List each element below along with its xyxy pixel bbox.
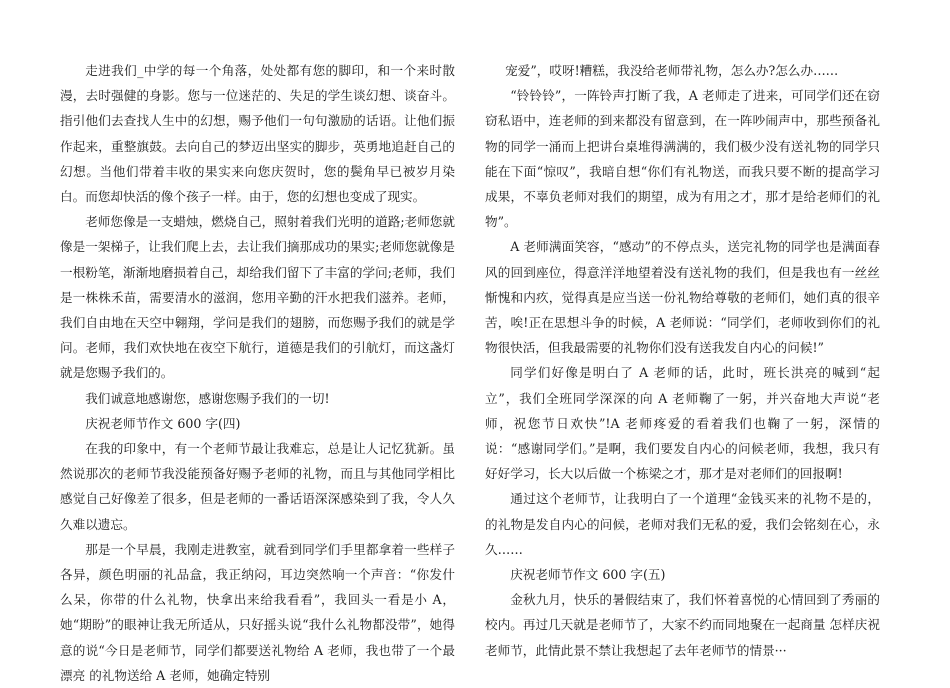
paragraph: 走进我们_中学的每一个角落，处处都有您的脚印，和一个来时散漫，去时强健的身影。您与一位迷茫的、失足的学生谈幻想、谈奋斗。指引他们去查找人生中的幻想，赐予他们一句句激励的话语。让他们振作起来，重整旗鼓。去向自己的梦迈出坚实的脚步，英勇地追赶自己的幻想。当他们带着丰收的果实来向您庆贺时，您的鬓角早已被岁月染白。而您却快活的像个孩子一样。由于，您的幻想也变成了现实。 (60, 63, 455, 205)
paragraph: 老师您像是一支蜡烛，燃烧自己，照射着我们光明的道路;老师您就像是一架梯子，让我们爬上去，去让我们摘那成功的果实;老师您就像是一根粉笔，渐渐地磨损着自己，却给我们留下了丰富的学问;老师，我们是一株株禾苗，需要清水的滋润，您用辛勤的汗水把我们滋养。老师，我们自由地在天空中翱翔，学问是我们的翅膀，而您赐予我们的就是学问。老师，我们欢快地在夜空下航行，道德是我们的引航灯，而这盏灯就是您赐予我们的。 (60, 214, 455, 381)
paragraph: 宠爱”，哎呀!糟糕，我没给老师带礼物，怎么办?怎么办…… (505, 63, 839, 78)
paragraph: A 老师满面笑容，“感动”的不停点头，送完礼物的同学也是满面春风的回到座位，得意洋洋地望着没有送礼物的我们，但是我也有一丝丝惭愧和内疚，觉得真是应当送一份礼物给尊敬的老师们，她们真的很辛苦，唉!正在思想斗争的时候，A 老师说：“同学们，老师收到你们的礼物很快活，但我最需要的礼物你们没有送我发自内心的问候!” (485, 239, 880, 356)
left-column (60, 58, 455, 688)
paragraph: 通过这个老师节，让我明白了一个道理“金钱买来的礼物不是的，的礼物是发自内心的问候，老师对我们无私的爱，我们会铭刻在心，永久…… (485, 491, 880, 557)
paragraph: “铃铃铃”，一阵铃声打断了我，A 老师走了进来，可同学们还在窃窃私语中，连老师的到来都没有留意到，在一阵吵闹声中，那些预备礼物的同学一涌而上把讲台桌堆得满满的，我们极少没有送礼物的同学只能在下面“惊叹”，我暗自想“你们有礼物送，而我只要不断的提高学习成果，不辜负老师对我们的期望，成为有用之才，那才是给老师们的礼物”。 (485, 88, 880, 230)
paragraph: 同学们好像是明白了 A 老师的话，此时，班长洪亮的喊到“起立”，我们全班同学深深的向 A 老师鞠了一躬，并兴奋地大声说“老师，祝您节日欢快”!A 老师疼爱的看着我们也鞠了一躬，深情的说：“感谢同学们。”是啊，我们要发自内心的问候老师，我想，我只有好好学习，长大以后做一个栋梁之才，那才是对老师们的回报啊! (485, 365, 880, 482)
paragraph: 我们诚意地感谢您，感谢您赐予我们的一切! (85, 390, 330, 406)
paragraph: 在我的印象中，有一个老师节最让我难忘，总是让人记忆犹新。虽然说那次的老师节我没能预备好赐予老师的礼物，而且与其他同学相比感觉自己好像差了很多，但是老师的一番话语深深感染到了我，令人久久难以遗忘。 (60, 441, 455, 532)
section-heading: 庆祝老师节作文 600 字(五) (510, 567, 666, 583)
right-column (485, 58, 880, 663)
section-heading: 庆祝老师节作文 600 字(四) (85, 415, 241, 431)
paragraph: 金秋九月，快乐的暑假结束了，我们怀着喜悦的心情回到了秀丽的校内。再过几天就是老师节了，大家不约而同地聚在一起商量 怎样庆祝老师节，此情此景不禁让我想起了去年老师节的情景··· (485, 592, 880, 658)
paragraph: 那是一个早晨，我刚走进教室，就看到同学们手里都拿着一些样子各异，颜色明丽的礼品盒，我正纳闷，耳边突然响一个声音：“你发什么呆，你带的什么礼物，快拿出来给我看看”，我回头一看是小 A，她“期盼”的眼神让我无所适从，只好摇头说“我什么礼物都没带”，她得意的说“今日是老师节，同学们都要送礼物给 A 老师，我也带了一个最漂亮 的礼物送给 A 老师，她确定特别 (60, 541, 455, 683)
